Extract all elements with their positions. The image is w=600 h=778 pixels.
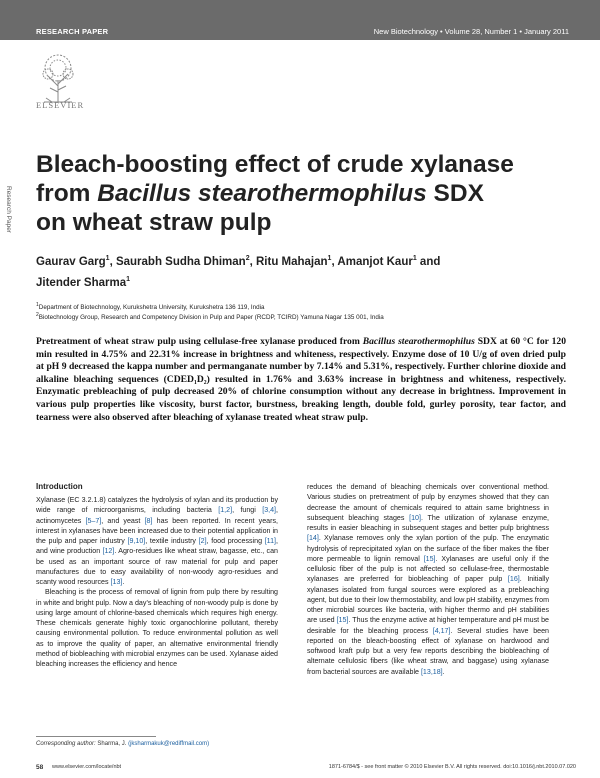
column-right [307, 482, 549, 677]
journal-url-link[interactable]: www.elsevier.com/locate/nbt [52, 764, 122, 770]
page-number: 58 [36, 764, 44, 771]
citation-link[interactable]: [14] [307, 534, 319, 543]
author-affiliation-marker: 1 [126, 275, 131, 283]
affiliation-text: Department of Biotechnology, Kurukshetra University, Kurukshetra 136 119, India [38, 304, 265, 312]
paragraph-text: . The utilization of xylanase enzyme, results in easier bleaching in subsequent stages and better pulp brightness [307, 513, 549, 532]
paragraph-text: . Thus the enzyme active at higher temperature and pH must be desirable for the bleaching process [307, 616, 549, 635]
paragraph-text: , fungi [232, 506, 263, 515]
paragraph-text: . Xylanases are useful only if the cellulosic fiber of the pulp is not affected so cellulase-free, thermostable xylanases are preferred for biobleaching of paper pulp [307, 554, 549, 584]
affiliation [36, 302, 576, 311]
title-line-3: on wheat straw pulp [36, 209, 272, 236]
affiliation-text: Biotechnology Group, Research and Competency Division in Pulp and Paper (RCDP, TCIRD) Yamuna Nagar 135 001, India [38, 314, 384, 322]
citation-link[interactable]: [10] [409, 513, 421, 522]
paragraph-text: . Xylanase removes only the xylan portion of the pulp. The enzymatic hydrolysis of reprecipitated xylan on the surface of the fiber makes the fiber more permeable to lignin removal [307, 534, 549, 563]
citation-link[interactable]: [8] [144, 516, 153, 525]
author-separator: , [331, 255, 338, 268]
citation-link[interactable]: [1,2] [218, 506, 233, 515]
author: Amanjot Kaur [337, 255, 413, 268]
intro-paragraph-1 [36, 495, 278, 587]
citation-link[interactable]: [4,17] [432, 626, 451, 635]
title-line-1: Bleach-boosting effect of crude xylanase [36, 151, 514, 178]
section-label: RESEARCH PAPER [36, 27, 109, 36]
journal-info: New Biotechnology • Volume 28, Number 1 • January 2011 [373, 27, 569, 36]
paragraph-text: . [122, 578, 125, 586]
citation-link[interactable]: [2] [198, 537, 207, 545]
citation-link[interactable]: [15] [423, 554, 436, 563]
author: Ritu Mahajan [255, 255, 328, 268]
title-line-2-post: SDX [426, 180, 484, 207]
intro-paragraph-3 [307, 482, 549, 677]
citation-link[interactable]: [3,4] [262, 506, 277, 515]
abstract [36, 336, 566, 424]
article-title [36, 150, 576, 237]
publisher-name: ELSEVIER [36, 100, 85, 110]
title-line-2-pre: from [36, 180, 98, 207]
paragraph-text: . [442, 667, 445, 676]
elsevier-tree-logo [36, 52, 80, 104]
journal-header-bar [0, 0, 600, 40]
author-affiliation-marker: 2 [245, 255, 250, 262]
author: Gaurav Garg [36, 255, 106, 268]
affiliation-number: 1 [36, 302, 39, 308]
author-affiliation-marker: 1 [105, 255, 110, 262]
corresponding-author [36, 741, 209, 747]
citation-link[interactable]: [5–7] [85, 516, 102, 525]
author-separator: , [109, 255, 116, 268]
author-separator: , [249, 255, 256, 268]
author-affiliation-marker: 1 [327, 255, 332, 262]
paragraph-text: . Initially xylanases isolated from fungal sources were explored as a prebleaching agent, but due to their low thermostability, and low pH stability, enzymes from other microbial sources like bacteria, with higher thermo and pH stabilities are used [307, 575, 549, 625]
citation-link[interactable]: [9,10] [127, 537, 146, 545]
intro-paragraph-2: Bleaching is the process of removal of lignin from pulp there by resulting in white and bright pulp. Now a day’s bleaching of non-woody pulp is done by using large amount of chlorine-based chemicals which requires high energy. These chemicals generate highly toxic organochlorine pollutant, thereby causing environmental pollution. To reduce environmental pollution as well as to improve the quality of paper, an alternative environmental friendly method of biobleaching with microbial enzymes can be used. Xylanase aided bleaching increases the efficiency and hence [36, 588, 279, 668]
abstract-species: Bacillus stearothermophilus [362, 336, 475, 347]
author-list [36, 250, 566, 292]
footnote-rule [36, 736, 156, 737]
abstract-text: SDX at 60 °C for 120 min resulted in 4.75% and 22.31% increase in brightness and whiteness, respectively. Enzyme dose of 10 U/g of oven dried pulp at pH 9 decreased the kappa number and permanganate number by 7.14% and 5.31%, respectively. Further chlorine dioxide and alkaline bleaching sequences (CDED₁D₂) resulted in 1.76% and 3.63% increase in brightness and whiteness, respectively. Enzymatic prebleaching of pulp decreased 20% of chlorine consumption without any decrease in brightness. Improvement in various pulp properties like viscosity, burst factor, burstness, breaking length, double fold, gurley porosity, tear factor, and tearness were also observed after bleaching of xylanase treated wheat straw pulp. [36, 336, 567, 423]
citation-link[interactable]: [11] [264, 537, 277, 545]
title-species: Bacillus stearothermophilus [97, 180, 427, 207]
citation-link[interactable]: [16] [507, 575, 520, 584]
corresponding-name: Sharma, J. [97, 741, 127, 747]
paragraph-text: reduces the demand of bleaching chemicals over conventional method. Various studies on pretreatment of pulp by enzymes showed that they can decrease the amount of chemicals required to attain same brightness in subsequent bleaching stages [307, 483, 549, 522]
citation-link[interactable]: [15] [336, 616, 349, 625]
author-affiliation-marker: 1 [412, 255, 417, 262]
citation-link[interactable]: [12] [102, 547, 115, 556]
paragraph-text: . Several studies have been reported on the bleach-boosting effect of xylanase on hardwood and softwood kraft pulp but a very few reports describing the biobleaching of alternate cellulosic fibers (like wheat straw, and baggase) using xylanase from bacterial sources are available [307, 626, 549, 676]
side-label: Research Paper [5, 186, 12, 233]
paragraph-text: , textile industry [145, 537, 199, 545]
section-heading: Introduction [36, 482, 83, 491]
citation-link[interactable]: [13,18] [420, 667, 443, 676]
paragraph-text: . Agro-residues like wheat straw, bagasse, etc., can be used as an important source of raw material for pulp and paper manufactures due to easy availability of non-woody agro-residues and scanty wood resources [36, 547, 278, 586]
paragraph-text: , food processing [206, 537, 265, 545]
paragraph-text: , and wine production [36, 537, 278, 556]
affiliation [36, 312, 576, 321]
corresponding-label: Corresponding author: [36, 741, 96, 747]
paragraph-text: Xylanase (EC 3.2.1.8) catalyzes the hydrolysis of xylan and its production by wide range of microorganisms, including bacteria [36, 496, 278, 515]
corresponding-email-link[interactable]: (jksharmakuk@rediffmail.com) [128, 741, 210, 747]
citation-link[interactable]: [13] [110, 578, 123, 586]
affiliation-number: 2 [36, 312, 39, 318]
copyright-doi: 1871-6784/$ - see front matter © 2010 Elsevier B.V. All rights reserved. doi:10.1016/j.nbt.2010.07.020 [328, 764, 576, 770]
author: Jitender Sharma [36, 276, 127, 289]
column-left [36, 482, 278, 669]
paragraph-text: has been reported. In recent years, interest in xylanases have been increased due to their potential application in the pulp and paper industry [36, 516, 279, 545]
author: Saurabh Sudha Dhiman [115, 255, 246, 268]
paragraph-text: , actinomycetes [36, 506, 279, 525]
abstract-text: Pretreatment of wheat straw pulp using cellulase-free xylanase produced from [36, 336, 363, 347]
author-separator: and [416, 255, 441, 268]
paragraph-text: , and yeast [101, 516, 145, 525]
